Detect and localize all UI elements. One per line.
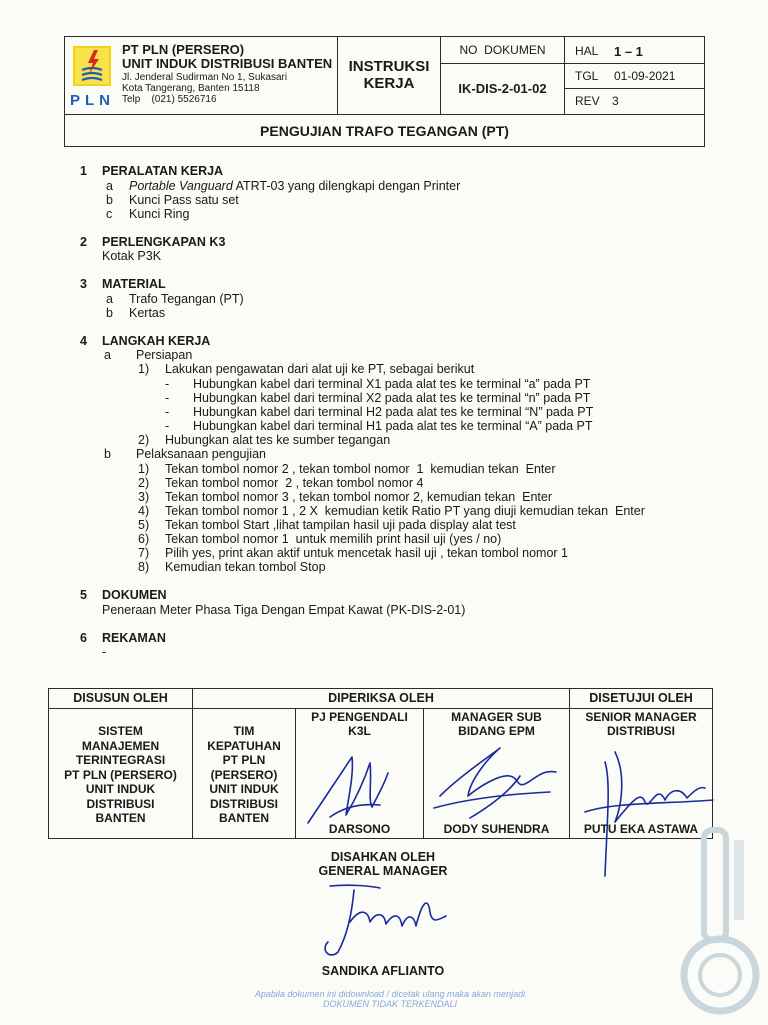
list-marker: b — [104, 447, 111, 461]
section-number: 2 — [80, 235, 87, 249]
unit-name: UNIT INDUK DISTRIBUSI BANTEN — [122, 56, 333, 71]
reviewer-tim-kepatuhan — [193, 724, 295, 826]
compiler-line: BANTEN — [95, 811, 146, 825]
reviewer-manager-epm-name: DODY SUHENDRA — [443, 822, 550, 836]
section-title: DOKUMEN — [102, 588, 167, 602]
reviewer-line: PT PLN — [222, 753, 266, 767]
address-line-1: Jl. Jenderal Sudirman No 1, Sukasari — [122, 72, 288, 83]
subsection-title: Pelaksanaan pengujian — [136, 447, 266, 461]
list-marker: a — [106, 292, 113, 306]
list-marker: a — [106, 179, 113, 193]
step-text: Tekan tombol nomor 1 untuk memilih print hasil uji (yes / no) — [165, 532, 502, 546]
list-item-text: ATRT-03 yang dilengkapi dengan Printer — [232, 179, 461, 193]
section-title: PERLENGKAPAN K3 — [102, 235, 226, 249]
list-item: Kunci Ring — [129, 207, 190, 221]
dash-marker: - — [165, 377, 170, 391]
step-number: 5) — [138, 518, 150, 532]
step-text: Pilih yes, print akan aktif untuk mencetak hasil uji , tekan tombol nomor 1 — [165, 546, 568, 560]
section-number: 3 — [80, 277, 87, 291]
footer-line-1: Apabila dokumen ini didownload / dicetak ulang maka akan menjadi — [254, 989, 526, 999]
compiler-line: UNIT INDUK — [85, 782, 156, 796]
step-number: 6) — [138, 532, 150, 546]
diperiksa-label: DIPERIKSA OLEH — [328, 691, 434, 705]
sub-step-text: Hubungkan kabel dari terminal H2 pada alat tes ke terminal “N” pada PT — [193, 405, 594, 419]
step-number: 8) — [138, 560, 150, 574]
no-dokumen-label: NO DOKUMEN — [459, 43, 546, 57]
step-text: Tekan tombol nomor 2 , tekan tombol nomor 4 — [165, 476, 424, 490]
step-number: 3) — [138, 490, 150, 504]
reviewer-line: KEPATUHAN — [207, 738, 281, 753]
role-line: BIDANG EPM — [458, 724, 535, 738]
step-number: 2) — [138, 476, 150, 490]
dash-marker: - — [165, 419, 170, 433]
approver-senior-manager-name: PUTU EKA ASTAWA — [583, 822, 699, 836]
section-number: 4 — [80, 334, 87, 348]
role-line: SENIOR MANAGER — [585, 710, 697, 724]
approver-senior-manager-role — [570, 710, 712, 738]
dash-marker: - — [165, 391, 170, 405]
reviewer-line: TIM — [233, 724, 255, 738]
step-text: Hubungkan alat tes ke sumber tegangan — [165, 433, 391, 447]
doc-type-line-1: INSTRUKSI — [348, 58, 430, 75]
compiler-line: MANAJEMEN — [81, 738, 160, 753]
step-text: Tekan tombol nomor 1 , 2 X kemudian ketik Ratio PT yang diuji kemudian tekan Enter — [165, 504, 645, 518]
signature-dody-suhendra — [430, 736, 570, 831]
reviewer-line: (PERSERO) — [210, 767, 278, 782]
address-line-2: Kota Tangerang, Banten 15118 — [122, 83, 260, 94]
document-title: PENGUJIAN TRAFO TEGANGAN (PT) — [260, 123, 509, 139]
doc-type-line-2: KERJA — [363, 75, 415, 92]
section-title: REKAMAN — [102, 631, 166, 645]
rev-value: 3 — [612, 94, 619, 108]
section-text: Peneraan Meter Phasa Tiga Dengan Empat Kawat (PK-DIS-2-01) — [102, 603, 466, 617]
list-item: Kunci Pass satu set — [129, 193, 239, 207]
role-line: DISTRIBUSI — [606, 724, 675, 738]
general-manager-name: SANDIKA AFLIANTO — [321, 964, 445, 978]
reviewer-line: DISTRIBUSI — [209, 796, 278, 811]
step-number: 7) — [138, 546, 150, 560]
section-text: Kotak P3K — [102, 249, 162, 263]
list-item: Kertas — [129, 306, 166, 320]
smk3-stamp — [660, 800, 760, 1020]
tgl-label: TGL — [575, 69, 599, 83]
disusun-label: DISUSUN OLEH — [73, 691, 168, 705]
step-number: 1) — [138, 462, 150, 476]
list-marker: c — [106, 207, 113, 221]
reviewer-pj-k3l-name: DARSONO — [328, 822, 391, 836]
step-number: 1) — [138, 362, 150, 376]
step-text: Tekan tombol nomor 3 , tekan tombol nomor 2, kemudian tekan Enter — [165, 490, 553, 504]
company-name: PT PLN (PERSERO) — [122, 42, 245, 57]
section-number: 1 — [80, 164, 87, 178]
section-title: PERALATAN KERJA — [102, 164, 224, 178]
hal-label: HAL — [575, 44, 599, 58]
tgl-value: 01-09-2021 — [614, 69, 676, 83]
reviewer-line: UNIT INDUK — [209, 782, 279, 796]
rev-label: REV — [575, 94, 600, 108]
compiler-sistem-manajemen — [49, 724, 192, 826]
section-text: - — [102, 645, 107, 659]
logo-text: PLN — [70, 92, 115, 109]
disetujui-label: DISETUJUI OLEH — [589, 691, 693, 705]
signature-darsono — [300, 745, 420, 835]
role-line: PJ PENGENDALI — [311, 710, 408, 724]
reviewer-pj-k3l-role — [296, 710, 423, 738]
list-item — [129, 179, 460, 193]
product-name: Portable Vanguard — [129, 179, 233, 193]
hal-value: 1 – 1 — [614, 44, 643, 59]
step-text: Kemudian tekan tombol Stop — [165, 560, 326, 574]
general-manager-label: GENERAL MANAGER — [318, 864, 448, 878]
step-text: Lakukan pengawatan dari alat uji ke PT, sebagai berikut — [165, 362, 475, 376]
section-number: 6 — [80, 631, 87, 645]
role-line: MANAGER SUB — [451, 710, 542, 724]
list-marker: b — [106, 306, 113, 320]
list-item: Trafo Tegangan (PT) — [129, 292, 244, 306]
sub-step-text: Hubungkan kabel dari terminal X1 pada alat tes ke terminal “a” pada PT — [193, 377, 591, 391]
section-number: 5 — [80, 588, 87, 602]
phone: Telp (021) 5526716 — [122, 94, 217, 105]
disahkan-label: DISAHKAN OLEH — [330, 850, 436, 864]
sub-step-text: Hubungkan kabel dari terminal X2 pada alat tes ke terminal “n” pada PT — [193, 391, 591, 405]
section-title: MATERIAL — [102, 277, 166, 291]
step-text: Tekan tombol Start ,lihat tampilan hasil uji pada display alat test — [165, 518, 516, 532]
compiler-line: DISTRIBUSI — [86, 796, 155, 811]
dash-marker: - — [165, 405, 170, 419]
subsection-title: Persiapan — [136, 348, 193, 362]
sub-step-text: Hubungkan kabel dari terminal H1 pada alat tes ke terminal “A” pada PT — [193, 419, 593, 433]
role-line: K3L — [348, 724, 371, 738]
signature-general-manager — [310, 872, 470, 967]
compiler-line: TERINTEGRASI — [75, 753, 166, 767]
compiler-line: SISTEM — [98, 724, 143, 738]
list-marker: a — [104, 348, 111, 362]
step-number: 4) — [138, 504, 150, 518]
list-marker: b — [106, 193, 113, 207]
step-text: Tekan tombol nomor 2 , tekan tombol nomor 1 kemudian tekan Enter — [165, 462, 556, 476]
no-dokumen-value: IK-DIS-2-01-02 — [458, 81, 547, 96]
compiler-line: PT PLN (PERSERO) — [64, 767, 177, 782]
step-number: 2) — [138, 433, 150, 447]
reviewer-line: BANTEN — [219, 811, 269, 825]
section-title: LANGKAH KERJA — [102, 334, 211, 348]
footer-line-2: DOKUMEN TIDAK TERKENDALI — [322, 999, 458, 1009]
reviewer-manager-epm-role — [424, 710, 569, 738]
